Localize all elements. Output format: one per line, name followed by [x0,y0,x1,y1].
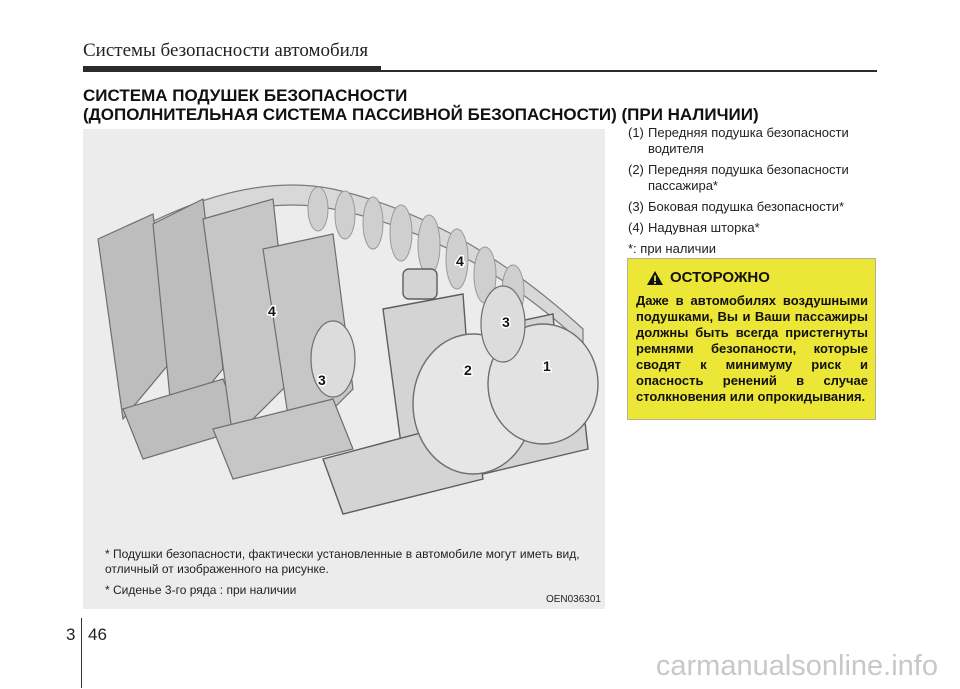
airbag-legend [628,125,878,257]
airbag-diagram [83,129,605,529]
legend-text: Боковая подушка безопасности* [648,199,845,214]
callout-1-driver: 1 [543,358,551,374]
warning-box [627,258,876,420]
warning-title: ОСТОРОЖНО [670,269,770,286]
legend-footnote: *: при наличии [628,241,716,256]
legend-num: (3) [628,199,644,214]
legend-text: Надувная шторка* [648,220,760,235]
watermark: carmanualsonline.info [655,650,938,682]
callout-2-passenger: 2 [464,362,472,378]
footer-divider [81,618,82,688]
chapter-number: 3 [66,625,76,644]
section-title: Системы безопасности автомобиля [83,40,369,61]
legend-num: (1) [628,125,644,140]
legend-item [628,199,878,215]
header-rule-thin [381,70,877,72]
warning-text: Даже в автомобилях воздушными подушками, Вы и Ваши пассажиры должны быть всегда пристегнуты ремнями безопаности, которые сводят к минимуму риск и опасность ренений в случае столкновения или опрокидывания. [636,293,868,404]
legend-text: Передняя подушка безопасности водителя [648,125,849,156]
callout-4-curtain: 4 [456,253,464,269]
legend-num: (2) [628,162,644,177]
legend-num: (4) [628,220,644,235]
page-heading [83,86,759,124]
airbag-illustration [83,129,605,609]
warning-header [646,269,770,286]
legend-text: Передняя подушка безопасности пассажира* [648,162,849,193]
heading-line-1: СИСТЕМА ПОДУШЕК БЕЗОПАСНОСТИ [83,86,408,105]
callout-3-side-rear: 3 [318,372,326,388]
callout-3-side-front: 3 [502,314,510,330]
callout-4-curtain-rear: 4 [268,303,276,319]
legend-item [628,220,878,236]
legend-item [628,125,878,157]
heading-line-2: (ДОПОЛНИТЕЛЬНАЯ СИСТЕМА ПАССИВНОЙ БЕЗОПАСНОСТИ) (ПРИ НАЛИЧИИ) [83,105,759,124]
header-rule-thick [83,66,381,72]
figure-note-third-row: * Сиденье 3-го ряда : при наличии [105,583,297,597]
figure-note-airbags: * Подушки безопасности, фактически установленные в автомобиле могут иметь вид, отличный от изображенного на рисунке. [105,547,580,576]
warning-triangle-icon [646,270,664,286]
figure-code: OEN036301 [545,594,601,605]
page-number: 46 [88,625,107,644]
legend-item [628,162,878,194]
